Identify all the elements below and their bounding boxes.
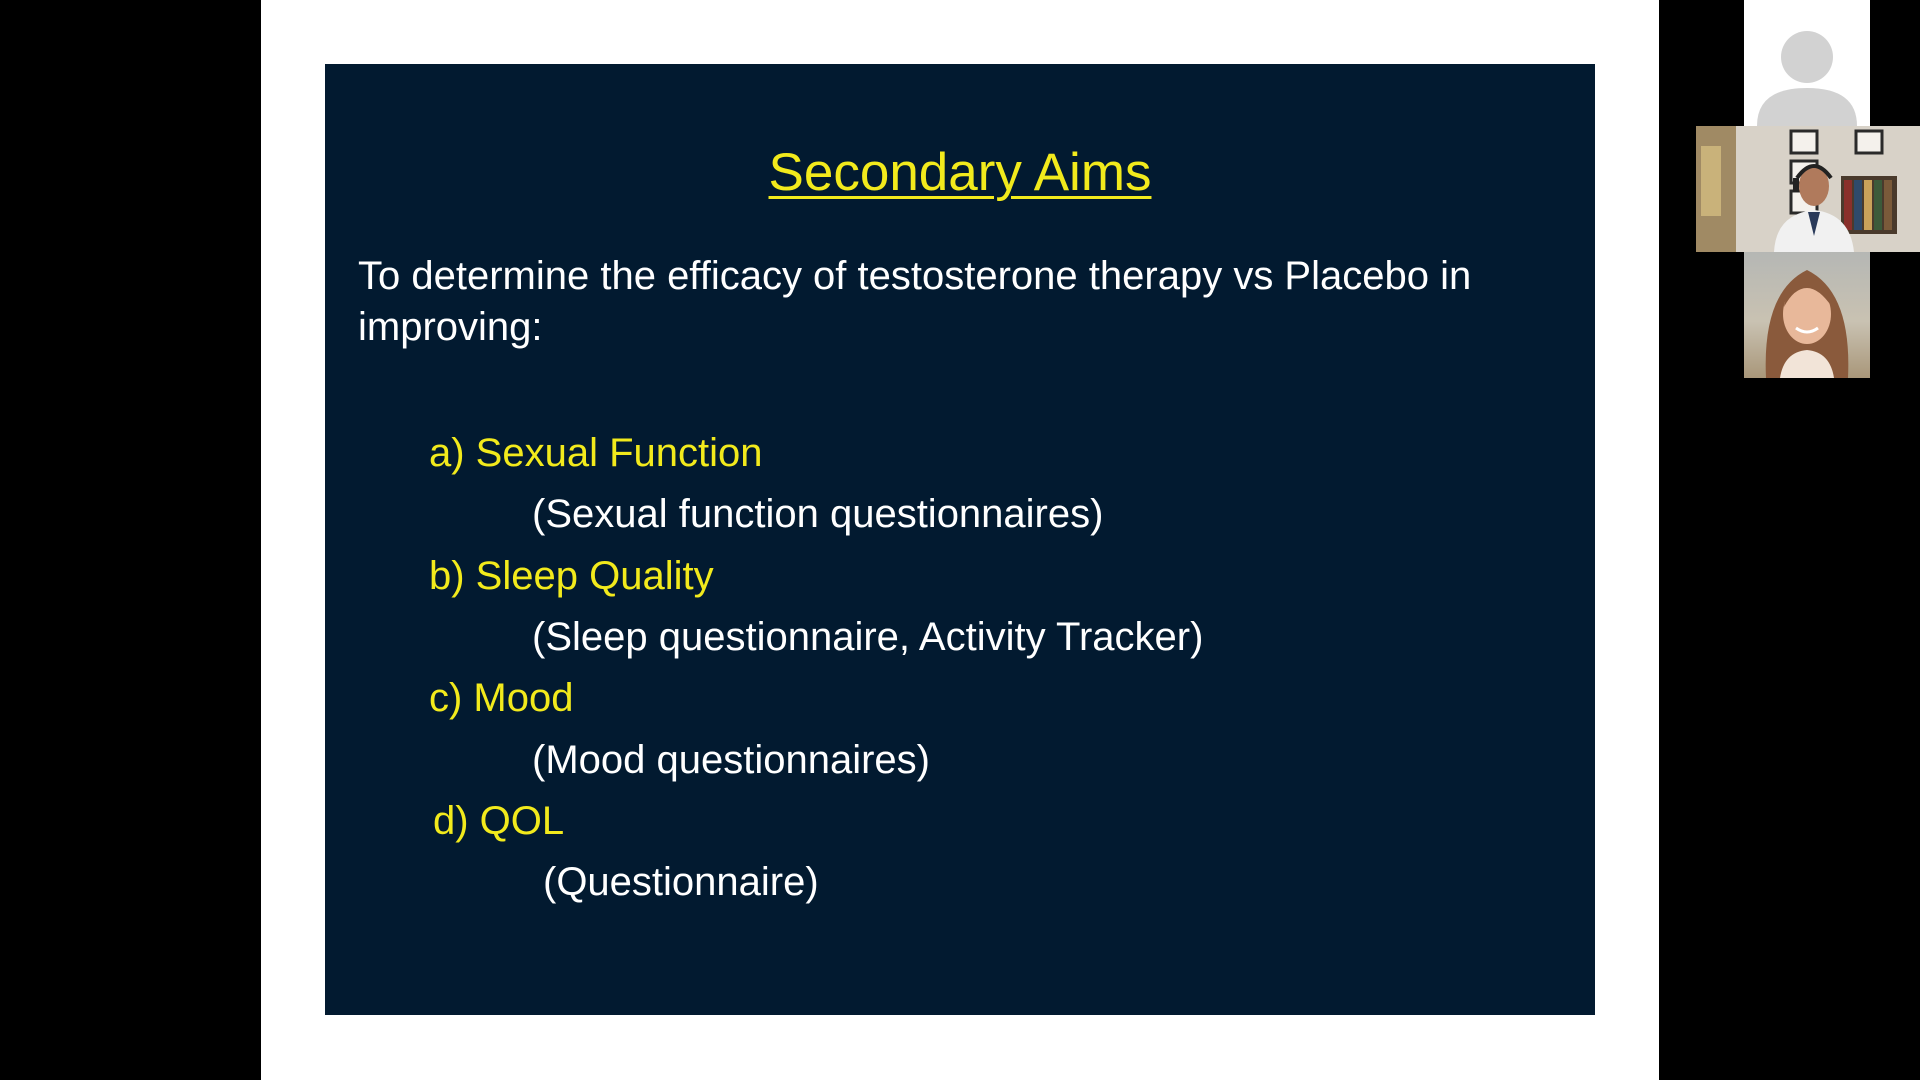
- participant-gallery: [1696, 0, 1920, 378]
- participant-tile[interactable]: [1696, 126, 1920, 252]
- aim-detail-mood: (Mood questionnaires): [532, 738, 930, 782]
- aim-detail-qol: (Questionnaire): [543, 860, 819, 904]
- participant-video: [1696, 126, 1920, 252]
- slide-intro-text: To determine the efficacy of testosterone therapy vs Placebo in improving:: [358, 254, 1472, 349]
- presentation-slide: [325, 64, 1595, 1015]
- aim-label-qol: d) QOL: [433, 799, 565, 843]
- aim-label-sleep-quality: b) Sleep Quality: [429, 554, 714, 598]
- aim-label-mood: c) Mood: [429, 676, 574, 720]
- default-avatar-icon: [1744, 0, 1870, 126]
- aim-detail-sleep-quality: (Sleep questionnaire, Activity Tracker): [532, 615, 1204, 659]
- aim-label-sexual-function: a) Sexual Function: [429, 431, 763, 475]
- aim-detail-sexual-function: (Sexual function questionnaires): [532, 492, 1104, 536]
- participant-tile[interactable]: [1696, 252, 1920, 378]
- participant-tile[interactable]: [1696, 0, 1920, 126]
- participant-video: [1744, 252, 1870, 378]
- slide-title: Secondary Aims: [768, 143, 1152, 202]
